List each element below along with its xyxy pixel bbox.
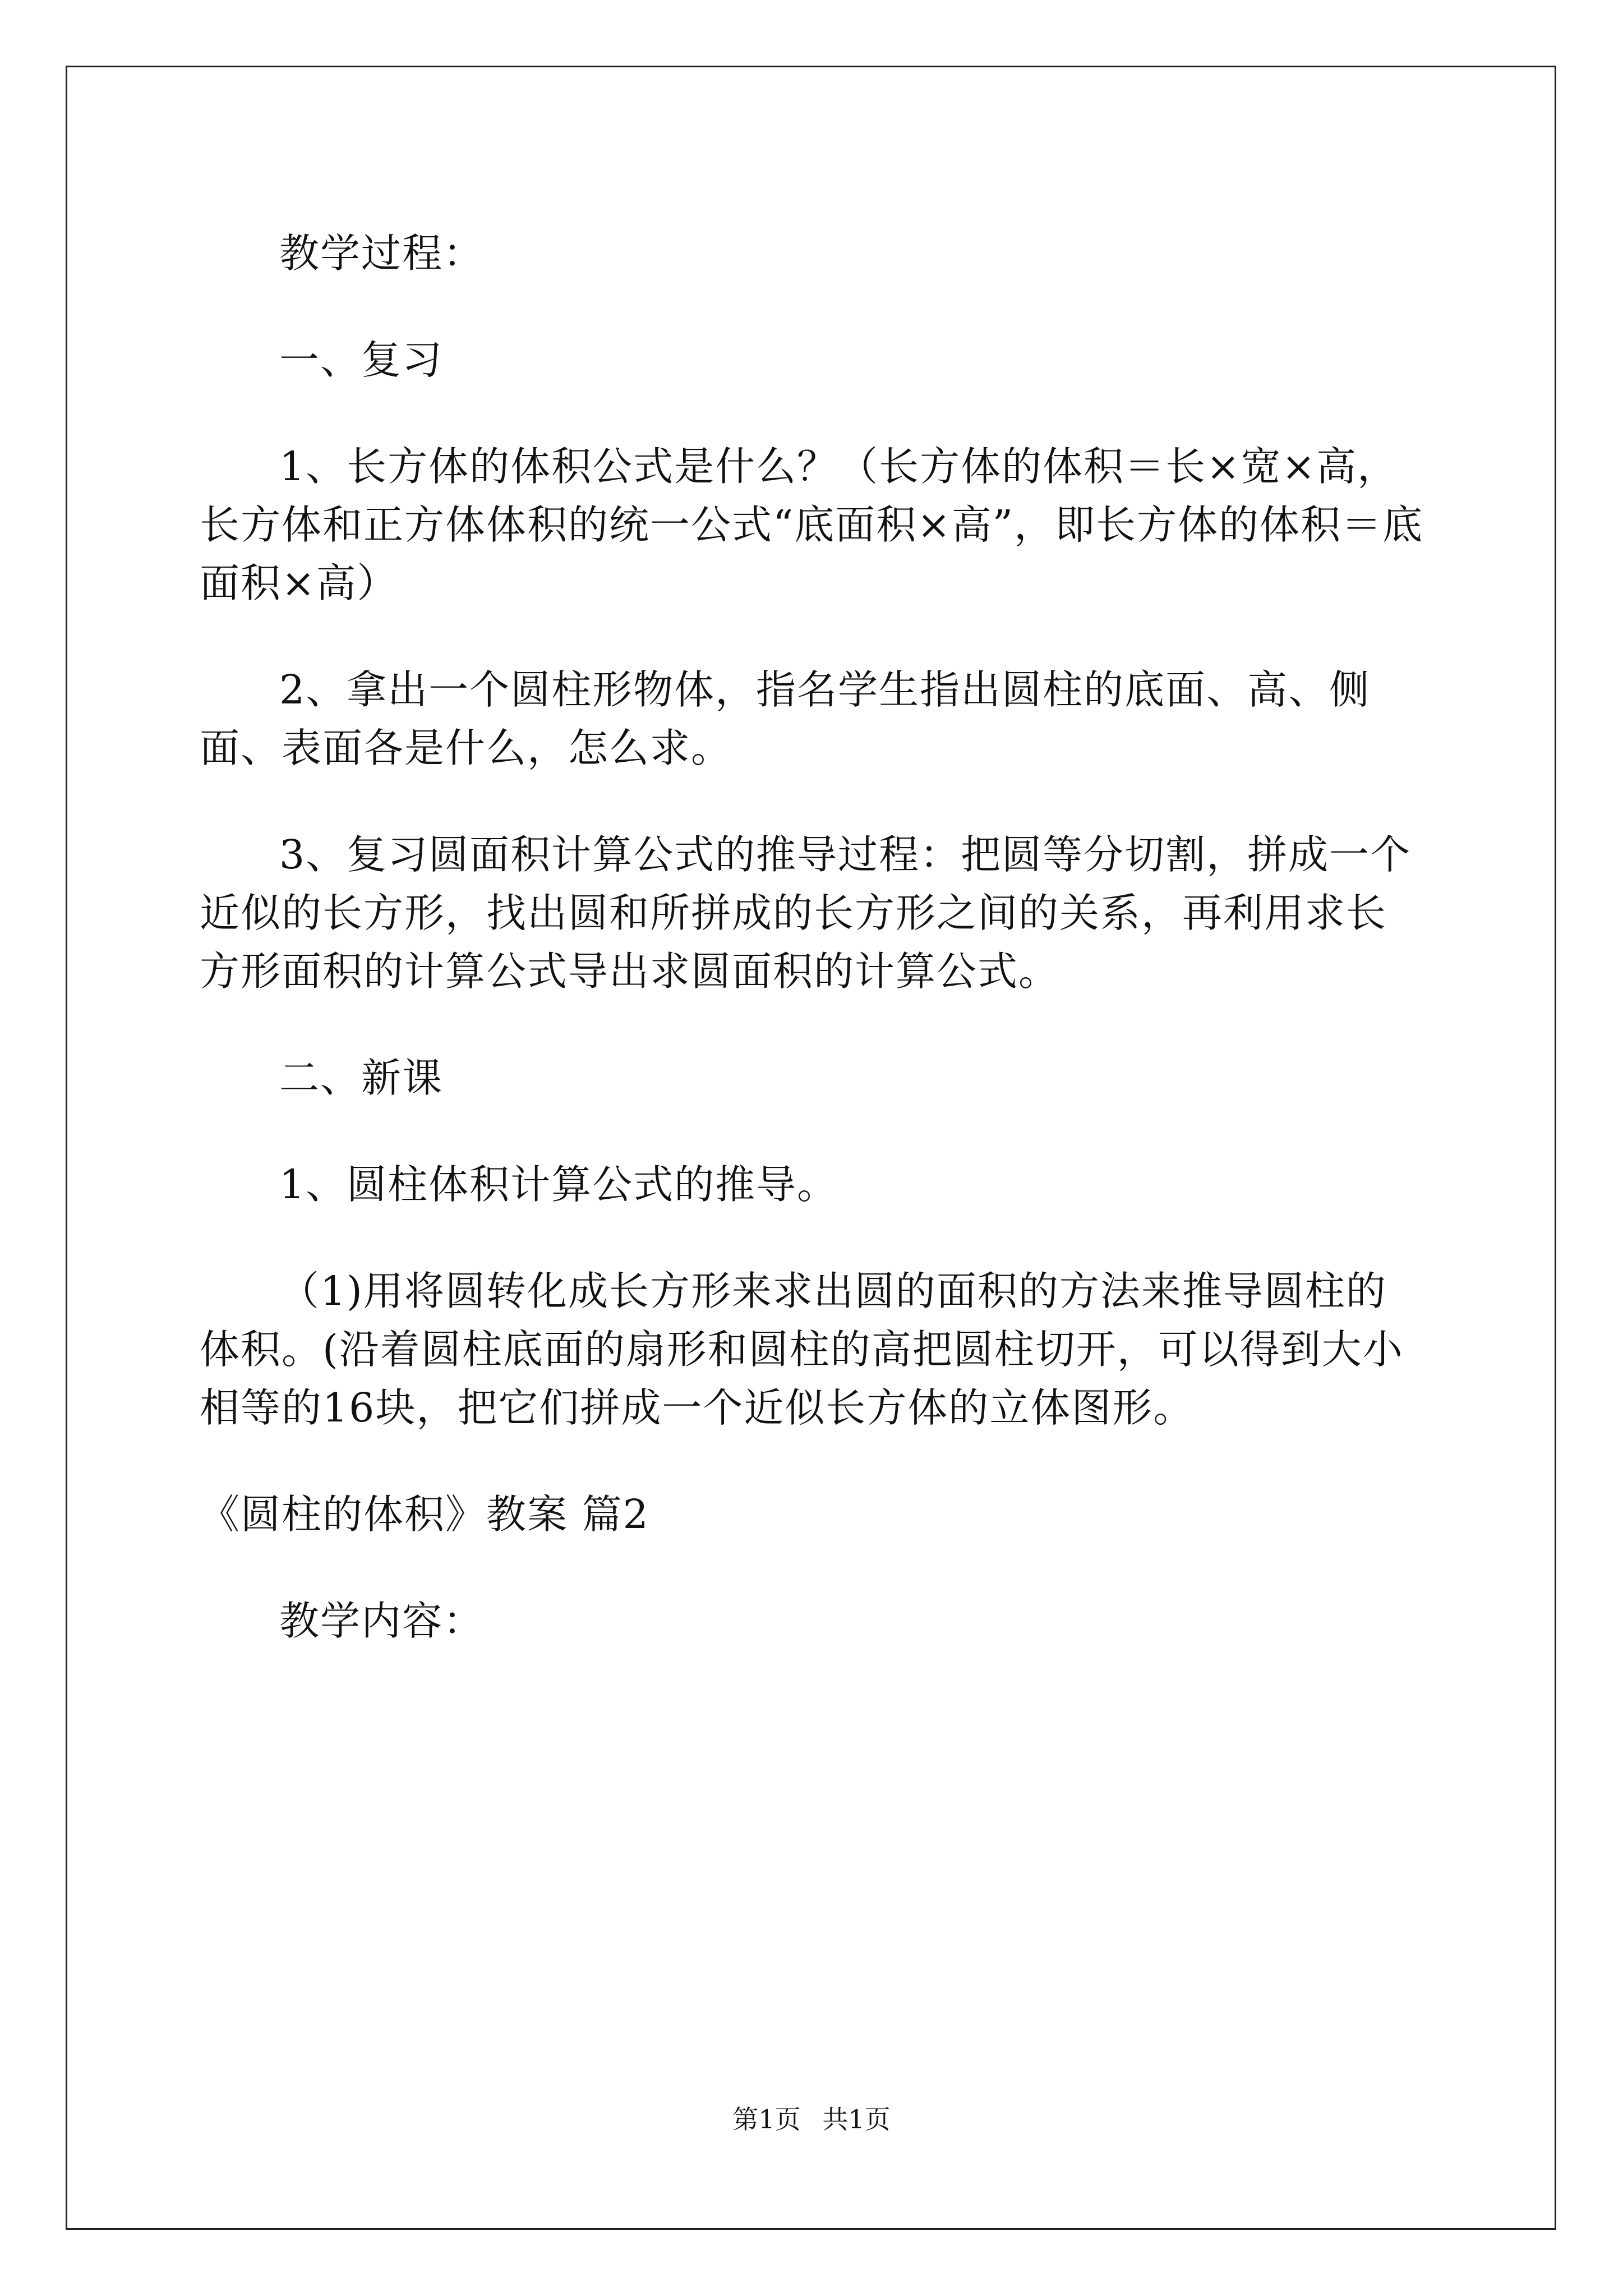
paragraph-review-1: 1、长方体的体积公式是什么？（长方体的体积＝长×宽×高，长方体和正方体体积的统一公式“底面积×高”，即长方体的体积＝底面积×高） — [200, 443, 1424, 606]
paragraph-review-3: 3、复习圆面积计算公式的推导过程：把圆等分切割，拼成一个近似的长方形，找出圆和所拼成的长方形之间的关系，再利用求长方形面积的计算公式导出求圆面积的计算公式。 — [200, 831, 1412, 995]
footer-total-pages: 共1页 — [822, 2104, 891, 2134]
paragraph-teaching-content: 教学内容： — [279, 1598, 485, 1644]
footer-page-number: 第1页 — [732, 2104, 801, 2134]
paragraph-teaching-process: 教学过程： — [279, 230, 485, 277]
section-title-lesson-2: 《圆柱的体积》教案 篇2 — [200, 1491, 649, 1538]
document-body — [200, 224, 1425, 1699]
paragraph-new-lesson-1-1: （1)用将圆转化成长方形来求出圆的面积的方法来推导圆柱的体积。(沿着圆柱底面的扇形和圆柱的高把圆柱切开，可以得到大小相等的16块，把它们拼成一个近似长方体的立体图形。 — [200, 1268, 1404, 1431]
paragraph-new-lesson-1: 1、圆柱体积计算公式的推导。 — [279, 1161, 838, 1208]
paragraph-new-lesson-heading: 二、新课 — [279, 1055, 444, 1101]
page-footer — [0, 2102, 1623, 2136]
paragraph-review-2: 2、拿出一个圆柱形物体，指名学生指出圆柱的底面、高、侧面、表面各是什么，怎么求。 — [200, 666, 1371, 771]
paragraph-review-heading: 一、复习 — [279, 337, 444, 383]
